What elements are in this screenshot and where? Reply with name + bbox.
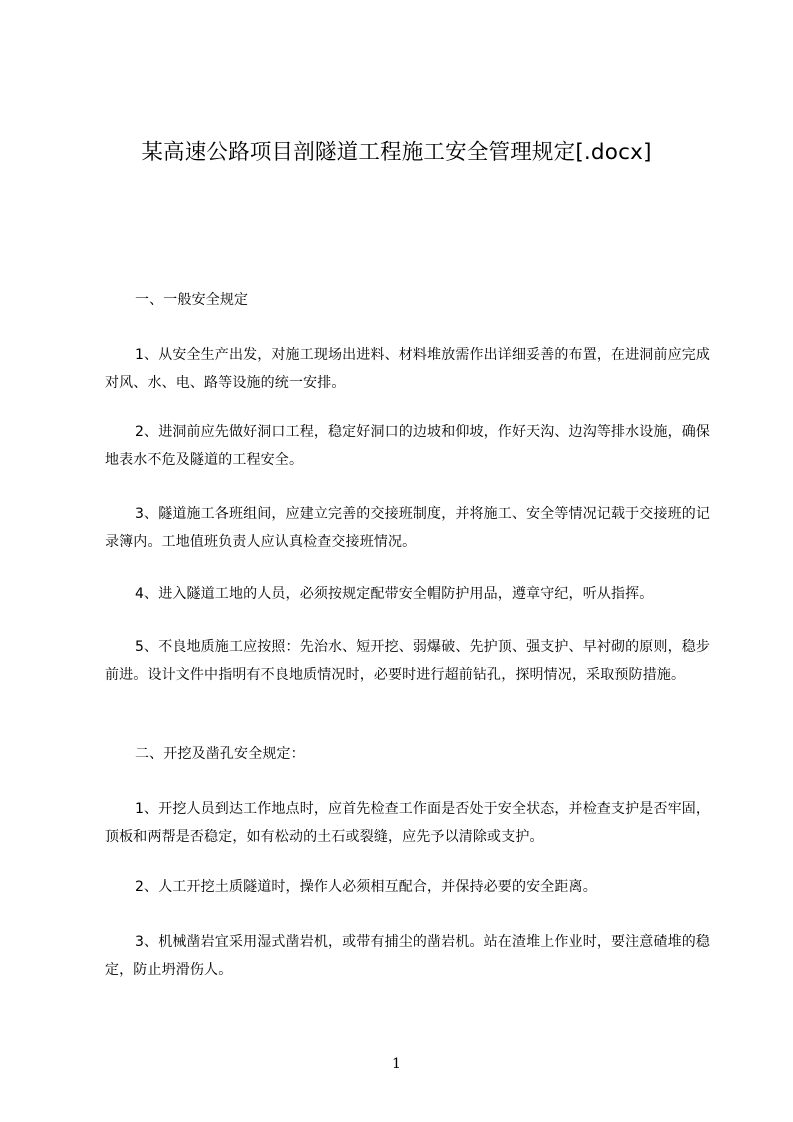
paragraph-general-4: 4、进入隧道工地的人员，必须按规定配带安全帽防护用品，遵章守纪，听从指挥。 [135,586,654,602]
paragraph-general-1: 1、从安全生产出发，对施工现场出进料、材料堆放需作出详细妥善的布置，在进洞前应完成对风、水、电、路等设施的统一安排。 [105,347,711,391]
paragraph-general-2: 2、进洞前应先做好洞口工程，稳定好洞口的边坡和仰坡，作好天沟、边沟等排水设施，确保地表水不危及隧道的工程安全。 [105,424,711,468]
paragraph-excavation-2: 2、人工开挖土质隧道时，操作人必须相互配合，并保持必要的安全距离。 [135,879,597,895]
paragraph-excavation-3: 3、机械凿岩宜采用湿式凿岩机，或带有捕尘的凿岩机。站在渣堆上作业时，要注意碴堆的稳定，防止坍滑伤人。 [105,934,711,978]
section-heading-excavation-safety: 二、开挖及凿孔安全规定： [135,746,305,762]
paragraph-general-3: 3、隧道施工各班组间，应建立完善的交接班制度，并将施工、安全等情况记载于交接班的记录簿内。工地值班负责人应认真检查交接班情况。 [105,506,711,550]
paragraph-excavation-1: 1、开挖人员到达工作地点时，应首先检查工作面是否处于安全状态，并检查支护是否牢固，顶板和两帮是否稳定，如有松动的土石或裂缝，应先予以清除或支护。 [105,801,711,845]
page-number: 1 [392,1056,401,1072]
paragraph-general-5: 5、不良地质施工应按照：先治水、短开挖、弱爆破、先护顶、强支护、早衬砌的原则，稳步前进。设计文件中指明有不良地质情况时，必要时进行超前钻孔，探明情况，采取预防措施。 [105,639,711,683]
document-title: 某高速公路项目剖隧道工程施工安全管理规定[.docx] [141,140,652,165]
section-heading-general-safety: 一、一般安全规定 [135,292,249,308]
